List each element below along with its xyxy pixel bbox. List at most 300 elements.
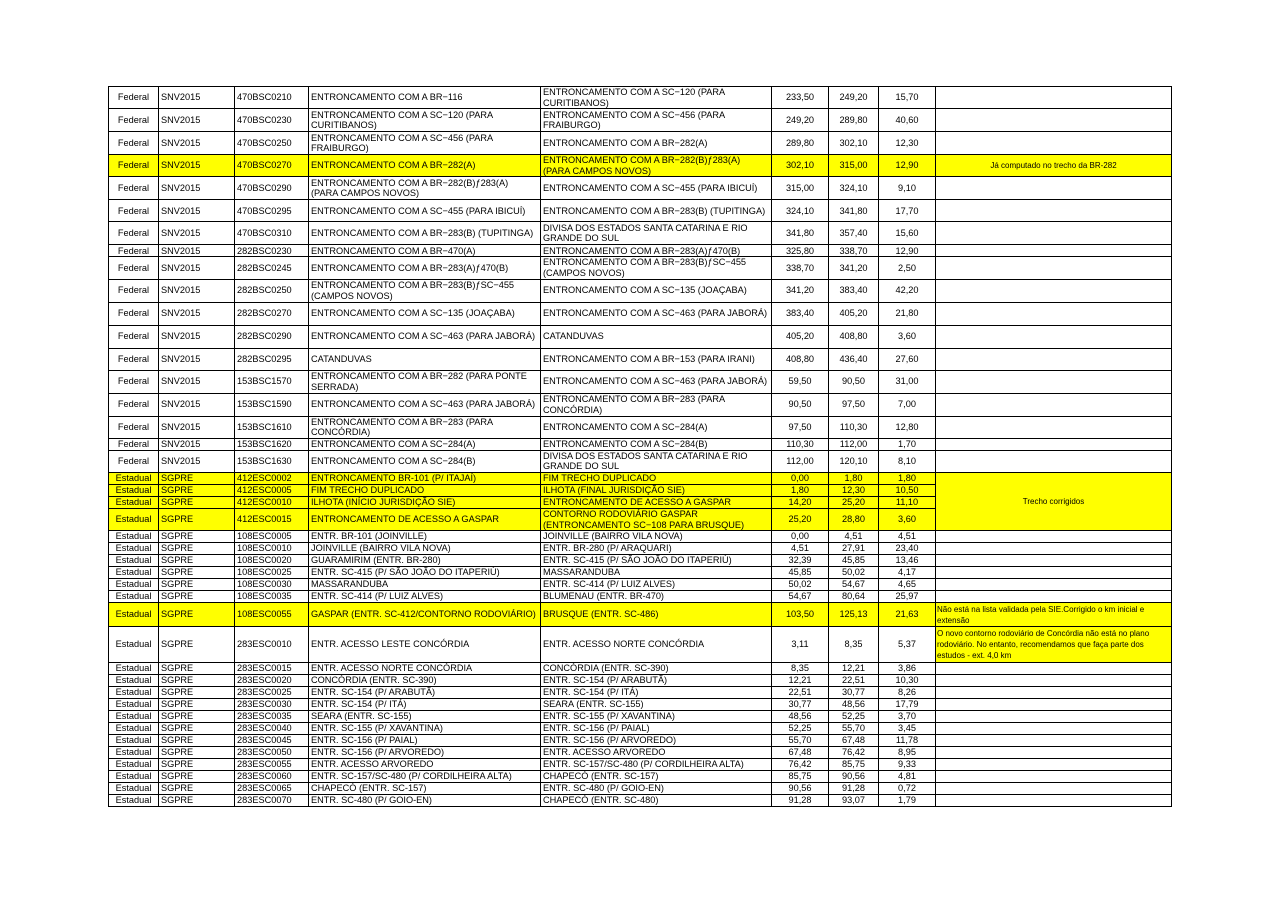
table-row [109, 370, 1172, 393]
cell-esfera: Federal [109, 450, 159, 472]
cell-km-inicial: 85,75 [772, 771, 829, 783]
cell-fonte: SNV2015 [159, 109, 235, 132]
cell-observacao [936, 567, 1172, 579]
cell-km-final: 30,77 [829, 687, 879, 699]
cell-extensao: 8,95 [879, 747, 936, 759]
cell-km-final: 67,48 [829, 735, 879, 747]
cell-codigo: 153BSC1610 [235, 416, 309, 438]
cell-fonte: SNV2015 [159, 450, 235, 472]
cell-inicio: ENTR. BR-101 (JOINVILLE) [309, 531, 541, 543]
cell-extensao: 40,60 [879, 109, 936, 132]
cell-observacao: Já computado no trecho da BR-282 [936, 155, 1172, 177]
cell-codigo: 283ESC0010 [235, 627, 309, 663]
cell-km-final: 408,80 [829, 325, 879, 348]
cell-km-final: 405,20 [829, 302, 879, 325]
table-row [109, 687, 1172, 699]
table-row [109, 579, 1172, 591]
cell-observacao [936, 87, 1172, 109]
cell-fim: CONCÓRDIA (ENTR. SC-390) [541, 663, 772, 675]
cell-fonte: SGPRE [159, 771, 235, 783]
cell-codigo: 470BSC0250 [235, 132, 309, 155]
cell-esfera: Estadual [109, 747, 159, 759]
cell-inicio: ENTRONCAMENTO COM A SC−463 (PARA JABORÁ) [309, 325, 541, 348]
cell-codigo: 282BSC0295 [235, 348, 309, 370]
cell-inicio: MASSARANDUBA [309, 579, 541, 591]
cell-observacao: Não está na lista validada pela SIE.Corrigido o km inicial e extensão [936, 603, 1172, 627]
cell-km-inicial: 52,25 [772, 723, 829, 735]
cell-extensao: 1,80 [879, 472, 936, 484]
cell-fonte: SNV2015 [159, 370, 235, 393]
cell-km-inicial: 32,39 [772, 555, 829, 567]
table-row [109, 245, 1172, 257]
table-row [109, 155, 1172, 177]
cell-esfera: Estadual [109, 687, 159, 699]
cell-codigo: 283ESC0040 [235, 723, 309, 735]
cell-codigo: 283ESC0065 [235, 783, 309, 795]
cell-fonte: SNV2015 [159, 393, 235, 416]
cell-inicio: ENTRONCAMENTO COM A BR−282(B)ƒ283(A) (PARA CAMPOS NOVOS) [309, 177, 541, 200]
cell-extensao: 15,70 [879, 87, 936, 109]
cell-fim: CHAPECÓ (ENTR. SC-157) [541, 771, 772, 783]
cell-inicio: ENTRONCAMENTO DE ACESSO A GASPAR [309, 508, 541, 530]
cell-km-final: 4,51 [829, 531, 879, 543]
cell-fonte: SNV2015 [159, 222, 235, 245]
cell-inicio: ENTRONCAMENTO COM A BR−283 (PARA CONCÓRDIA) [309, 416, 541, 438]
cell-observacao [936, 555, 1172, 567]
cell-fonte: SGPRE [159, 699, 235, 711]
cell-fonte: SGPRE [159, 472, 235, 484]
cell-km-final: 289,80 [829, 109, 879, 132]
cell-inicio: ENTR. ACESSO LESTE CONCÓRDIA [309, 627, 541, 663]
cell-extensao: 23,40 [879, 543, 936, 555]
cell-codigo: 108ESC0030 [235, 579, 309, 591]
cell-esfera: Federal [109, 132, 159, 155]
cell-extensao: 4,81 [879, 771, 936, 783]
cell-inicio: ENTRONCAMENTO COM A BR−282 (PARA PONTE SERRADA) [309, 370, 541, 393]
cell-codigo: 283ESC0025 [235, 687, 309, 699]
cell-codigo: 108ESC0055 [235, 603, 309, 627]
cell-codigo: 283ESC0050 [235, 747, 309, 759]
cell-codigo: 470BSC0270 [235, 155, 309, 177]
cell-fonte: SGPRE [159, 543, 235, 555]
cell-observacao: Trecho corrigidos [936, 472, 1172, 530]
cell-observacao [936, 735, 1172, 747]
cell-esfera: Estadual [109, 735, 159, 747]
cell-km-inicial: 112,00 [772, 450, 829, 472]
cell-km-final: 1,80 [829, 472, 879, 484]
cell-km-inicial: 30,77 [772, 699, 829, 711]
cell-fim: ENTRONCAMENTO COM A BR−283 (PARA CONCÓRDIA) [541, 393, 772, 416]
cell-km-final: 97,50 [829, 393, 879, 416]
cell-inicio: ENTRONCAMENTO COM A SC−456 (PARA FRAIBURGO) [309, 132, 541, 155]
cell-km-final: 93,07 [829, 795, 879, 807]
cell-inicio: ENTRONCAMENTO COM A SC−135 (JOAÇABA) [309, 302, 541, 325]
cell-km-inicial: 25,20 [772, 508, 829, 530]
cell-extensao: 4,17 [879, 567, 936, 579]
cell-codigo: 283ESC0030 [235, 699, 309, 711]
cell-inicio: CHAPECÓ (ENTR. SC-157) [309, 783, 541, 795]
cell-km-final: 50,02 [829, 567, 879, 579]
cell-fim: ENTR. SC-155 (P/ XAVANTINA) [541, 711, 772, 723]
cell-fonte: SNV2015 [159, 438, 235, 450]
cell-codigo: 282BSC0270 [235, 302, 309, 325]
cell-km-final: 85,75 [829, 759, 879, 771]
table-row [109, 735, 1172, 747]
cell-inicio: ENTRONCAMENTO COM A SC−455 (PARA IBICUÍ) [309, 200, 541, 222]
cell-extensao: 8,26 [879, 687, 936, 699]
cell-km-inicial: 12,21 [772, 675, 829, 687]
cell-esfera: Estadual [109, 627, 159, 663]
cell-codigo: 283ESC0035 [235, 711, 309, 723]
cell-extensao: 12,90 [879, 245, 936, 257]
cell-km-inicial: 55,70 [772, 735, 829, 747]
cell-codigo: 283ESC0015 [235, 663, 309, 675]
cell-km-inicial: 14,20 [772, 496, 829, 508]
cell-fim: CHAPECÓ (ENTR. SC-480) [541, 795, 772, 807]
cell-esfera: Federal [109, 155, 159, 177]
cell-km-inicial: 405,20 [772, 325, 829, 348]
cell-inicio: ENTR. SC-480 (P/ GOIO-EN) [309, 795, 541, 807]
table-row [109, 783, 1172, 795]
cell-observacao [936, 302, 1172, 325]
cell-inicio: SEARA (ENTR. SC-155) [309, 711, 541, 723]
cell-observacao [936, 393, 1172, 416]
cell-observacao [936, 222, 1172, 245]
cell-esfera: Federal [109, 257, 159, 279]
cell-extensao: 27,60 [879, 348, 936, 370]
cell-fim: ENTR. BR-280 (P/ ARAQUARI) [541, 543, 772, 555]
cell-observacao [936, 771, 1172, 783]
cell-esfera: Estadual [109, 531, 159, 543]
cell-extensao: 2,50 [879, 257, 936, 279]
table-row [109, 627, 1172, 663]
table-row [109, 416, 1172, 438]
cell-extensao: 13,46 [879, 555, 936, 567]
cell-esfera: Federal [109, 200, 159, 222]
cell-inicio: ENTR. SC-155 (P/ XAVANTINA) [309, 723, 541, 735]
cell-observacao [936, 579, 1172, 591]
cell-fim: ENTRONCAMENTO COM A BR−283(B) (TUPITINGA) [541, 200, 772, 222]
cell-extensao: 0,72 [879, 783, 936, 795]
cell-fim: SEARA (ENTR. SC-155) [541, 699, 772, 711]
cell-fonte: SGPRE [159, 735, 235, 747]
cell-esfera: Estadual [109, 723, 159, 735]
cell-esfera: Federal [109, 438, 159, 450]
cell-fonte: SNV2015 [159, 87, 235, 109]
table-row [109, 279, 1172, 302]
table-row [109, 699, 1172, 711]
cell-km-inicial: 302,10 [772, 155, 829, 177]
cell-inicio: ENTR. SC-154 (P/ ARABUTÃ) [309, 687, 541, 699]
cell-observacao [936, 543, 1172, 555]
cell-km-final: 90,56 [829, 771, 879, 783]
cell-km-final: 80,64 [829, 591, 879, 603]
cell-km-inicial: 315,00 [772, 177, 829, 200]
cell-codigo: 412ESC0015 [235, 508, 309, 530]
cell-fonte: SGPRE [159, 675, 235, 687]
cell-extensao: 3,60 [879, 508, 936, 530]
cell-extensao: 21,63 [879, 603, 936, 627]
cell-km-inicial: 50,02 [772, 579, 829, 591]
cell-km-final: 341,20 [829, 257, 879, 279]
cell-codigo: 108ESC0025 [235, 567, 309, 579]
cell-esfera: Estadual [109, 795, 159, 807]
cell-extensao: 1,79 [879, 795, 936, 807]
cell-observacao [936, 663, 1172, 675]
cell-extensao: 17,70 [879, 200, 936, 222]
cell-km-final: 90,50 [829, 370, 879, 393]
cell-esfera: Federal [109, 370, 159, 393]
table-row [109, 200, 1172, 222]
table-row [109, 257, 1172, 279]
table-row [109, 87, 1172, 109]
cell-fim: CATANDUVAS [541, 325, 772, 348]
cell-codigo: 108ESC0005 [235, 531, 309, 543]
cell-fim: ENTRONCAMENTO COM A SC−456 (PARA FRAIBURGO) [541, 109, 772, 132]
cell-km-final: 112,00 [829, 438, 879, 450]
cell-extensao: 7,00 [879, 393, 936, 416]
cell-observacao [936, 675, 1172, 687]
cell-inicio: CATANDUVAS [309, 348, 541, 370]
cell-fim: ENTR. SC-154 (P/ ARABUTÃ) [541, 675, 772, 687]
cell-codigo: 108ESC0035 [235, 591, 309, 603]
cell-observacao [936, 257, 1172, 279]
table-row [109, 675, 1172, 687]
table-row [109, 438, 1172, 450]
cell-fonte: SNV2015 [159, 132, 235, 155]
cell-extensao: 17,79 [879, 699, 936, 711]
cell-km-inicial: 76,42 [772, 759, 829, 771]
cell-inicio: FIM TRECHO DUPLICADO [309, 484, 541, 496]
table-row [109, 531, 1172, 543]
cell-codigo: 412ESC0002 [235, 472, 309, 484]
road-segments-table [108, 86, 1172, 807]
cell-extensao: 42,20 [879, 279, 936, 302]
cell-fim: ENTRONCAMENTO COM A SC−284(A) [541, 416, 772, 438]
cell-observacao [936, 245, 1172, 257]
cell-km-inicial: 233,50 [772, 87, 829, 109]
cell-observacao [936, 450, 1172, 472]
cell-inicio: ENTRONCAMENTO COM A BR−283(A)ƒ470(B) [309, 257, 541, 279]
cell-km-final: 76,42 [829, 747, 879, 759]
cell-esfera: Federal [109, 222, 159, 245]
cell-inicio: ENTR. ACESSO NORTE CONCÓRDIA [309, 663, 541, 675]
cell-extensao: 12,90 [879, 155, 936, 177]
cell-km-inicial: 289,80 [772, 132, 829, 155]
cell-km-final: 91,28 [829, 783, 879, 795]
cell-km-final: 52,25 [829, 711, 879, 723]
cell-observacao [936, 370, 1172, 393]
cell-inicio: GUARAMIRIM (ENTR. BR-280) [309, 555, 541, 567]
cell-fonte: SGPRE [159, 795, 235, 807]
cell-codigo: 470BSC0295 [235, 200, 309, 222]
cell-esfera: Estadual [109, 675, 159, 687]
cell-inicio: ENTR. SC-156 (P/ ARVOREDO) [309, 747, 541, 759]
cell-observacao [936, 711, 1172, 723]
cell-esfera: Estadual [109, 555, 159, 567]
cell-codigo: 412ESC0010 [235, 496, 309, 508]
cell-inicio: ENTR. SC-157/SC-480 (P/ CORDILHEIRA ALTA) [309, 771, 541, 783]
cell-km-final: 120,10 [829, 450, 879, 472]
cell-km-inicial: 249,20 [772, 109, 829, 132]
cell-extensao: 3,60 [879, 325, 936, 348]
table-row [109, 109, 1172, 132]
cell-inicio: ENTR. SC-154 (P/ ITÁ) [309, 699, 541, 711]
cell-fonte: SGPRE [159, 723, 235, 735]
cell-km-inicial: 97,50 [772, 416, 829, 438]
cell-fonte: SGPRE [159, 508, 235, 530]
cell-fim: ENTRONCAMENTO COM A BR−283(B)ƒSC−455 (CAMPOS NOVOS) [541, 257, 772, 279]
cell-km-final: 249,20 [829, 87, 879, 109]
cell-esfera: Estadual [109, 484, 159, 496]
cell-inicio: ENTRONCAMENTO COM A BR−283(B)ƒSC−455 (CAMPOS NOVOS) [309, 279, 541, 302]
cell-km-final: 12,21 [829, 663, 879, 675]
cell-km-inicial: 0,00 [772, 472, 829, 484]
cell-km-inicial: 91,28 [772, 795, 829, 807]
cell-observacao [936, 783, 1172, 795]
cell-fonte: SGPRE [159, 603, 235, 627]
cell-km-inicial: 338,70 [772, 257, 829, 279]
cell-km-inicial: 341,80 [772, 222, 829, 245]
cell-esfera: Estadual [109, 508, 159, 530]
cell-km-final: 28,80 [829, 508, 879, 530]
cell-esfera: Estadual [109, 543, 159, 555]
cell-inicio: ENTRONCAMENTO COM A SC−284(B) [309, 450, 541, 472]
cell-extensao: 11,78 [879, 735, 936, 747]
cell-esfera: Estadual [109, 472, 159, 484]
cell-codigo: 283ESC0070 [235, 795, 309, 807]
cell-km-final: 383,40 [829, 279, 879, 302]
cell-esfera: Estadual [109, 579, 159, 591]
cell-fim: ENTRONCAMENTO COM A BR−282(A) [541, 132, 772, 155]
table-row [109, 591, 1172, 603]
cell-extensao: 5,37 [879, 627, 936, 663]
cell-inicio: ENTR. SC-156 (P/ PAIAL) [309, 735, 541, 747]
cell-extensao: 10,30 [879, 675, 936, 687]
cell-codigo: 108ESC0020 [235, 555, 309, 567]
cell-fim: ENTR. SC-157/SC-480 (P/ CORDILHEIRA ALTA) [541, 759, 772, 771]
cell-esfera: Estadual [109, 783, 159, 795]
cell-codigo: 470BSC0310 [235, 222, 309, 245]
cell-extensao: 9,10 [879, 177, 936, 200]
cell-codigo: 412ESC0005 [235, 484, 309, 496]
cell-fonte: SGPRE [159, 783, 235, 795]
cell-inicio: ENTRONCAMENTO COM A BR−116 [309, 87, 541, 109]
cell-codigo: 470BSC0230 [235, 109, 309, 132]
cell-km-inicial: 48,56 [772, 711, 829, 723]
cell-km-final: 8,35 [829, 627, 879, 663]
cell-inicio: ENTRONCAMENTO COM A SC−120 (PARA CURITIBANOS) [309, 109, 541, 132]
cell-extensao: 25,97 [879, 591, 936, 603]
cell-fim: ENTRONCAMENTO COM A BR−153 (PARA IRANI) [541, 348, 772, 370]
cell-observacao [936, 591, 1172, 603]
cell-observacao [936, 279, 1172, 302]
table-row [109, 472, 1172, 484]
cell-observacao [936, 325, 1172, 348]
cell-fim: FIM TRECHO DUPLICADO [541, 472, 772, 484]
cell-fonte: SNV2015 [159, 325, 235, 348]
table-row [109, 711, 1172, 723]
table-row [109, 222, 1172, 245]
cell-extensao: 21,80 [879, 302, 936, 325]
cell-km-inicial: 8,35 [772, 663, 829, 675]
cell-extensao: 3,45 [879, 723, 936, 735]
cell-km-final: 55,70 [829, 723, 879, 735]
cell-km-inicial: 383,40 [772, 302, 829, 325]
cell-extensao: 4,51 [879, 531, 936, 543]
cell-observacao [936, 795, 1172, 807]
cell-km-inicial: 110,30 [772, 438, 829, 450]
cell-esfera: Federal [109, 302, 159, 325]
cell-codigo: 470BSC0290 [235, 177, 309, 200]
cell-esfera: Federal [109, 245, 159, 257]
cell-extensao: 1,70 [879, 438, 936, 450]
cell-fonte: SNV2015 [159, 302, 235, 325]
cell-inicio: ILHOTA (INÍCIO JURISDIÇÃO SIE) [309, 496, 541, 508]
cell-observacao [936, 200, 1172, 222]
cell-fim: ENTRONCAMENTO COM A SC−463 (PARA JABORÁ) [541, 302, 772, 325]
cell-km-final: 315,00 [829, 155, 879, 177]
table-row [109, 393, 1172, 416]
table-row [109, 759, 1172, 771]
cell-esfera: Federal [109, 87, 159, 109]
cell-fonte: SGPRE [159, 531, 235, 543]
cell-extensao: 12,80 [879, 416, 936, 438]
cell-fim: ENTR. SC-156 (P/ ARVOREDO) [541, 735, 772, 747]
cell-fim: ILHOTA (FINAL JURISDIÇÃO SIE) [541, 484, 772, 496]
table-row [109, 723, 1172, 735]
cell-km-final: 341,80 [829, 200, 879, 222]
cell-esfera: Federal [109, 348, 159, 370]
cell-observacao [936, 687, 1172, 699]
cell-observacao [936, 348, 1172, 370]
cell-inicio: ENTRONCAMENTO BR-101 (P/ ITAJAÍ) [309, 472, 541, 484]
cell-km-final: 324,10 [829, 177, 879, 200]
cell-observacao [936, 531, 1172, 543]
cell-extensao: 10,50 [879, 484, 936, 496]
cell-codigo: 283ESC0020 [235, 675, 309, 687]
cell-esfera: Federal [109, 416, 159, 438]
cell-km-final: 302,10 [829, 132, 879, 155]
table-row [109, 348, 1172, 370]
cell-fim: DIVISA DOS ESTADOS SANTA CATARINA E RIO GRANDE DO SUL [541, 450, 772, 472]
cell-km-final: 357,40 [829, 222, 879, 245]
cell-fonte: SGPRE [159, 567, 235, 579]
cell-fonte: SGPRE [159, 579, 235, 591]
cell-observacao [936, 438, 1172, 450]
table-row [109, 567, 1172, 579]
cell-esfera: Federal [109, 393, 159, 416]
cell-esfera: Federal [109, 177, 159, 200]
cell-extensao: 4,65 [879, 579, 936, 591]
cell-fonte: SGPRE [159, 711, 235, 723]
cell-fonte: SNV2015 [159, 348, 235, 370]
cell-fonte: SGPRE [159, 663, 235, 675]
cell-fonte: SNV2015 [159, 200, 235, 222]
cell-fonte: SNV2015 [159, 245, 235, 257]
cell-inicio: ENTRONCAMENTO COM A BR−470(A) [309, 245, 541, 257]
cell-km-final: 338,70 [829, 245, 879, 257]
cell-inicio: ENTR. ACESSO ARVOREDO [309, 759, 541, 771]
cell-km-final: 54,67 [829, 579, 879, 591]
cell-codigo: 108ESC0010 [235, 543, 309, 555]
cell-inicio: JOINVILLE (BAIRRO VILA NOVA) [309, 543, 541, 555]
cell-fonte: SGPRE [159, 555, 235, 567]
cell-observacao [936, 416, 1172, 438]
cell-km-inicial: 341,20 [772, 279, 829, 302]
cell-fim: ENTR. ACESSO ARVOREDO [541, 747, 772, 759]
table-row [109, 555, 1172, 567]
